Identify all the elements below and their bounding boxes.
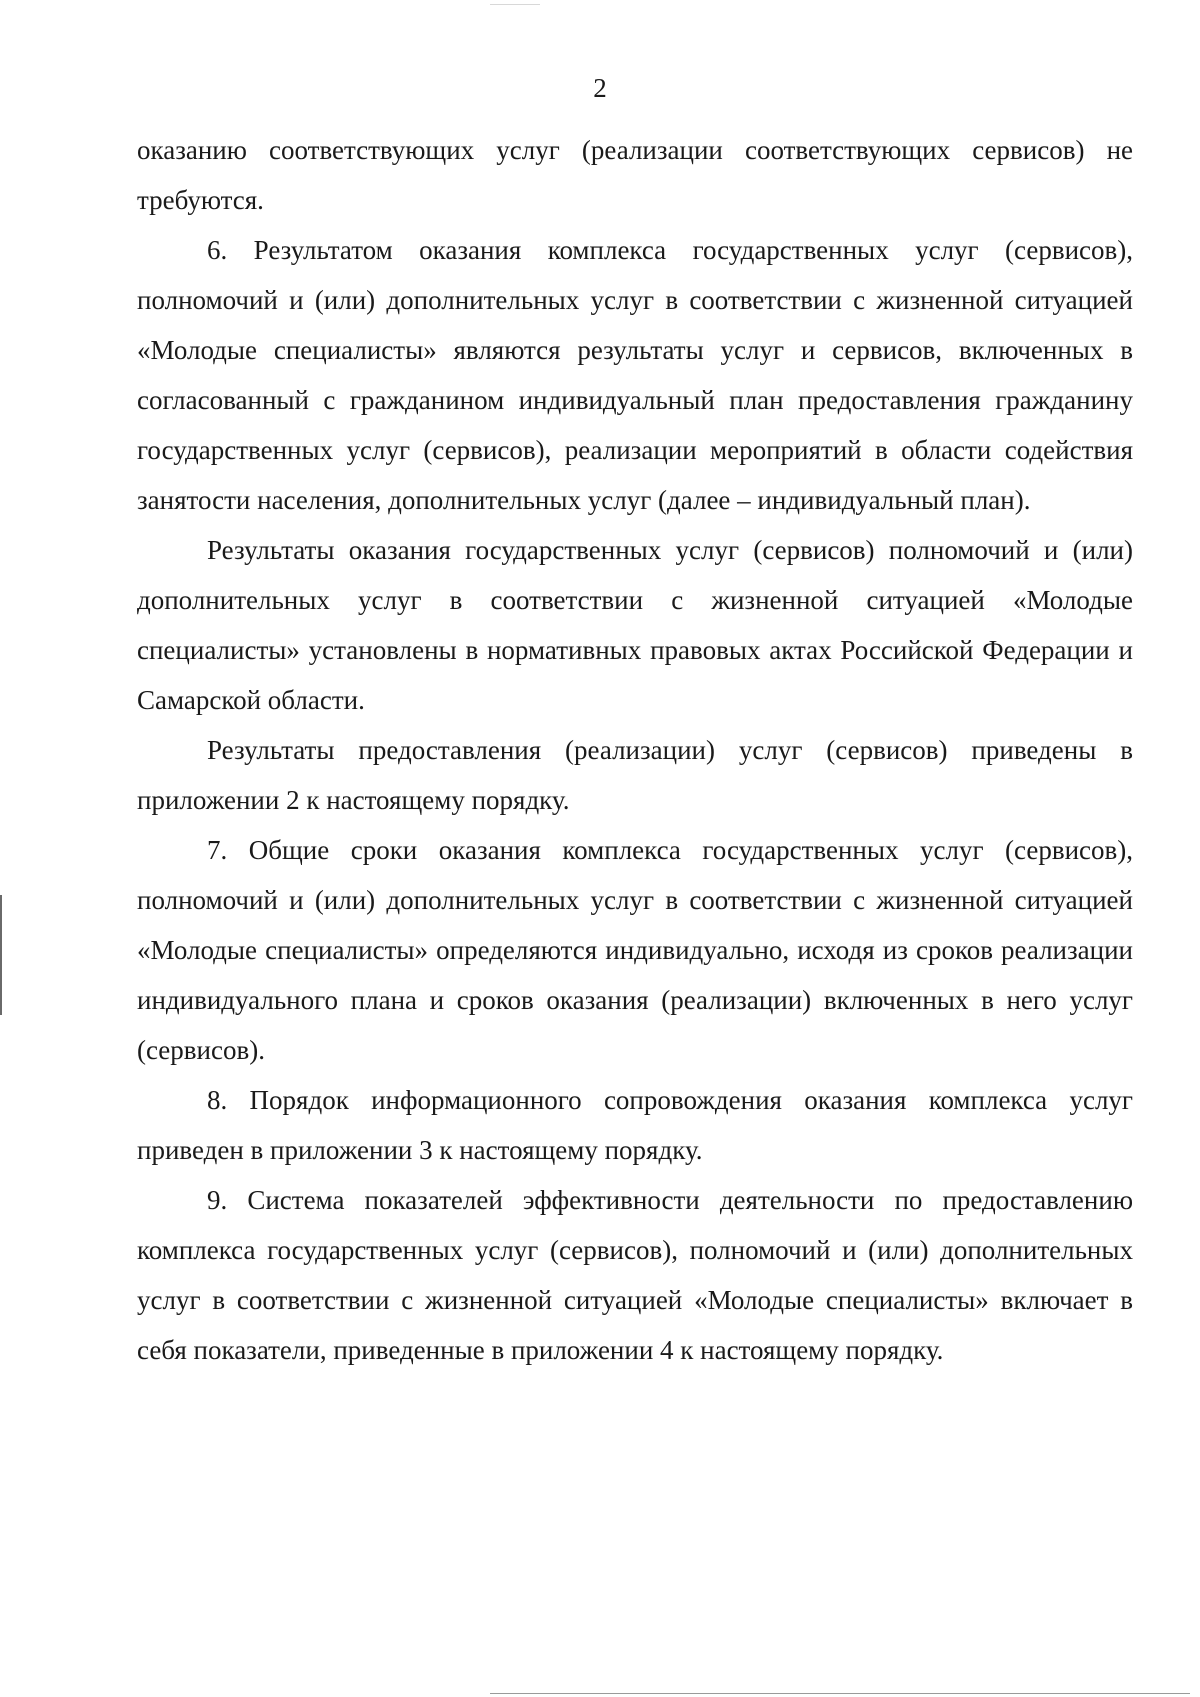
page-number: 2	[593, 73, 607, 103]
paragraph-continuation: оказанию соответствующих услуг (реализации соответствующих сервисов) не требуются.	[137, 135, 1133, 215]
scan-artifact-top	[490, 4, 540, 5]
paragraph-item-7: 7. Общие сроки оказания комплекса государственных услуг (сервисов), полномочий и (или) дополнительных услуг в соответствии с жизненной ситуацией «Молодые специалисты» определяются индивидуально, исходя из сроков реализации индивидуального плана и сроков оказания (реализации) включенных в него услуг (сервисов).	[137, 835, 1133, 1065]
paragraph-item-6: 6. Результатом оказания комплекса государственных услуг (сервисов), полномочий и (или) дополнительных услуг в соответствии с жизненной ситуацией «Молодые специалисты» являются результаты услуг и сервисов, включенных в согласованный с гражданином индивидуальный план предоставления гражданину государственных услуг (сервисов), реализации мероприятий в области содействия занятости населения, дополнительных услуг (далее – индивидуальный план).	[137, 235, 1133, 515]
scan-artifact-left-edge	[0, 895, 2, 1015]
paragraph-results-appendix-2: Результаты предоставления (реализации) услуг (сервисов) приведены в приложении 2 к настоящему порядку.	[137, 735, 1133, 815]
document-body	[137, 125, 1133, 1375]
paragraph-item-8: 8. Порядок информационного сопровождения оказания комплекса услуг приведен в приложении 3 к настоящему порядку.	[137, 1085, 1133, 1165]
scan-artifact-bottom	[490, 1693, 1190, 1694]
paragraph-results-legal-acts: Результаты оказания государственных услуг (сервисов) полномочий и (или) дополнительных услуг в соответствии с жизненной ситуацией «Молодые специалисты» установлены в нормативных правовых актах Российской Федерации и Самарской области.	[137, 535, 1133, 715]
paragraph-item-9: 9. Система показателей эффективности деятельности по предоставлению комплекса государственных услуг (сервисов), полномочий и (или) дополнительных услуг в соответствии с жизненной ситуацией «Молодые специалисты» включает в себя показатели, приведенные в приложении 4 к настоящему порядку.	[137, 1185, 1133, 1365]
